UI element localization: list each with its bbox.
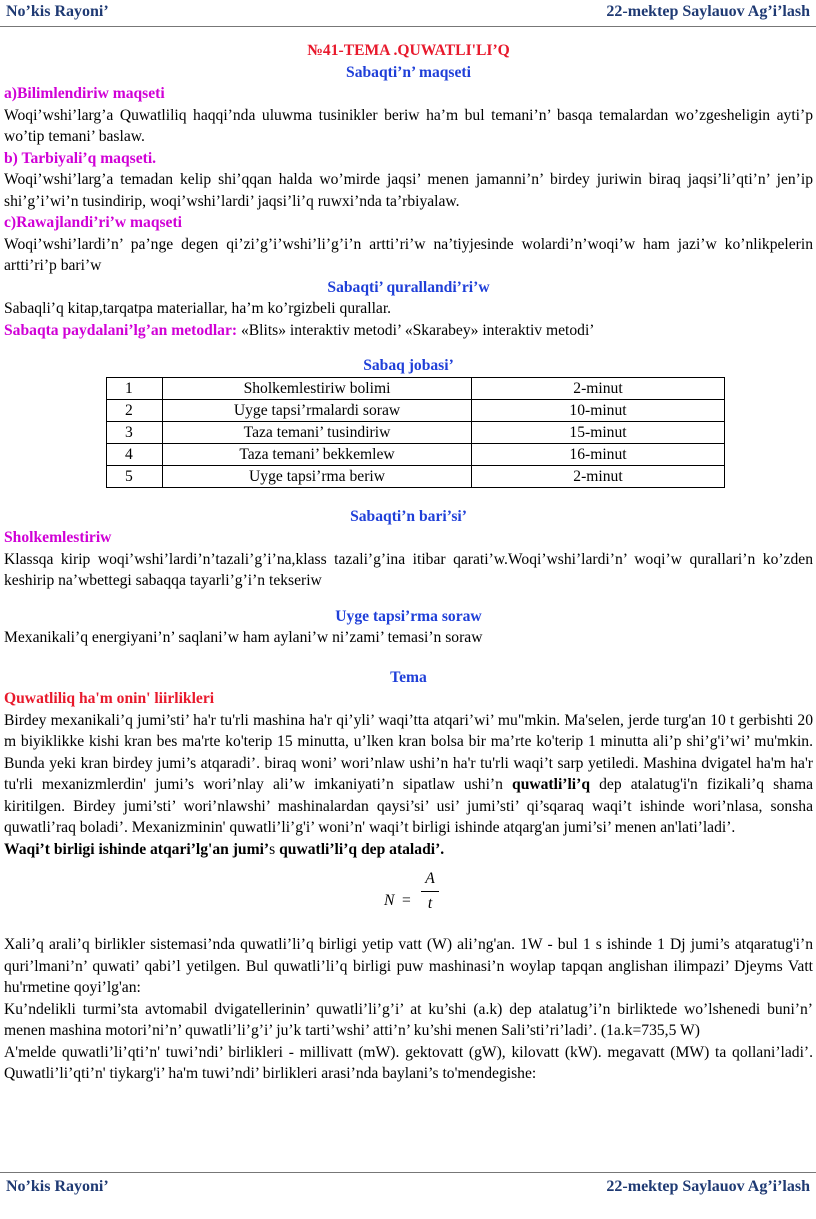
lesson-plan-table: [106, 377, 725, 488]
table-row: [107, 399, 725, 421]
goals-heading: Sabaqti’n’ maqseti: [346, 63, 471, 81]
goal-b-heading: b) Tarbiyali’q maqseti.: [4, 149, 157, 167]
topic-paragraph-3: Ku’ndelikli turmi’sta avtomabil dvigatellerinin’ quwatli’li’g’i’ at ku’shi (a.k) dep atalatug’i’n birliktede wo’lshenedi buni’n’ menen mashina motori’ni’n’ quwatli’li’g’i’ ju’k tarti’wshi’ atti’n’ ku’shi menen Sali’sti’ri’ladi’. (1a.k=735,5 W): [4, 1000, 813, 1039]
equipment-text: Sabaqli’q kitap,tarqatpa materiallar, ha’m ko’rgizbeli qurallar.: [4, 300, 392, 317]
fraction-bar: [421, 891, 439, 892]
table-row: [107, 377, 725, 399]
footer-school-author: 22-mektep Saylauov Ag’i’lash: [606, 1178, 810, 1195]
plan-num: 2: [107, 399, 163, 421]
header-divider: [0, 26, 816, 27]
footer-district: No’kis Rayoni’: [6, 1178, 109, 1195]
formula-fraction: [421, 868, 439, 914]
topic-p1-end: dep atalatug'i'n fizikali’q shama kiritilgen. Birdey jumi’sti’ wori’nlawshi’ mashinalardan qaysi’si’ usi’ jumi’sti’ qi’sqaraq waqi’t ishinde wori’nlasa, sonsha quwatli’raq boladi’. Mexanizminin' quwatli’li’g'i’ woni’n' waqi’t birligi ishinde atqarg'an jumi’si’ menen an'lati’ladi’.: [4, 776, 814, 836]
plan-stage: Sholkemlestiriw bolimi: [163, 377, 472, 399]
header-school-author: 22-mektep Saylauov Ag’i’lash: [606, 3, 810, 20]
organization-heading: Sholkemlestiriw: [4, 529, 112, 546]
course-heading: Sabaqti’n bari’si’: [350, 507, 467, 525]
plan-time: 16-minut: [472, 443, 725, 465]
plan-time: 15-minut: [472, 421, 725, 443]
formula-numerator: A: [425, 870, 435, 887]
table-row: [107, 421, 725, 443]
power-formula: [4, 868, 813, 930]
table-row: [107, 465, 725, 487]
topic-heading: Tema: [390, 668, 427, 686]
plan-stage: Taza temani’ bekkemlew: [163, 443, 472, 465]
footer-divider: [0, 1172, 816, 1173]
homework-heading: Uyge tapsi’rma soraw: [335, 607, 482, 625]
plan-heading: Sabaq jobasi’: [363, 357, 454, 374]
formula-denominator: t: [427, 894, 433, 912]
topic-p1-start: Birdey mexanikali’q jumi’sti’ ha'r tu'rli mashina ha'r qi’yli’ waqi’tta atqari’wi’ mu"mkin. Ma'selen, jerde turg'an 10 t gerbishti 20 m biyiklikke kishi kran bes ma'rte ko'terip 15 minutta, u’lken kran bolsa bir ma’rte ko'terip 1 minutta ali’p shi’g'i’wi’ mu'mkin. Bunda yeki kran birdey jumi’s atqaradi’. biraq woni’ wori’nlaw ushi’n ha'r tu'rli waqi’t sarp yetiledi. Mashina dvigatel ha'm ha'r tu'rli mexanizmlerdin' jumi’s wori’nlay ali’w imkaniyati’n sipatlaw ushi’n: [4, 711, 813, 793]
plan-stage: Uyge tapsi’rma beriw: [163, 465, 472, 487]
plan-num: 4: [107, 443, 163, 465]
equipment-heading: Sabaqti’ qurallandi’ri’w: [327, 278, 490, 296]
topic-definition: [4, 839, 813, 861]
document-body: [4, 40, 813, 1085]
formula-lhs: N: [384, 892, 395, 909]
topic-paragraph-1: [4, 710, 813, 839]
homework-text: Mexanikali’q energiyani’n’ saqlani’w ham aylani’w ni’zami’ temasi’n soraw: [4, 629, 483, 646]
definition-end: quwatli’li’q dep ataladi’.: [275, 840, 445, 858]
topic-subheading: Quwatliliq ha'm onin' liirlikleri: [4, 690, 215, 707]
lesson-title: №41-TEMA .QUWATLI'LI’Q: [307, 42, 510, 59]
plan-num: 5: [107, 465, 163, 487]
definition-start: Waqi’t birligi ishinde atqari’lg'an jumi’: [4, 840, 270, 858]
methods-label: Sabaqta paydalani’lg’an metodlar:: [4, 321, 238, 339]
methods-line: [4, 320, 813, 342]
formula-equals: =: [402, 892, 411, 909]
methods-text: «Blits» interaktiv metodi’ «Skarabey» interaktiv metodi’: [237, 321, 595, 339]
plan-stage: Taza temani’ tusindiriw: [163, 421, 472, 443]
organization-text: Klassqa kirip woqi’wshi’lardi’n’tazali’g’i’na,klass tazali’g’ina itibar qarati’w.Woqi’wshi’lardi’n’ woqi’w qurallari’n ko’zden keshirip na’wbettegi sabaqqa tayarli’g’i’n tekseriw: [4, 550, 813, 589]
topic-paragraph-4: A'melde quwatli’li’qti’n' tuwi’ndi’ birlikleri - millivatt (mW). gektovatt (gW), kilovatt (kW). megavatt (MW) ta qollani’ladi’. Quwatli’li’qti’n' tiykarg'i’ ha'm tuwi’ndi’ birlikleri arasi’nda baylani’s to'mendegishe:: [4, 1043, 813, 1082]
plan-time: 10-minut: [472, 399, 725, 421]
page-header: [6, 1, 810, 23]
plan-num: 1: [107, 377, 163, 399]
page-footer: [6, 1176, 810, 1198]
table-row: [107, 443, 725, 465]
goal-a-text: Woqi’wshi’larg’a Quwatliliq haqqi’nda uluwma tusinikler beriw ha’m bul temani’n’ basqa temalardan wo’zgesheligin ayti’p wo’tip temani’ baslaw.: [4, 106, 813, 145]
plan-num: 3: [107, 421, 163, 443]
definition-s: s: [269, 840, 276, 858]
goal-c-text: Woqi’wshi’lardi’n’ pa’nge degen qi’zi’g’i’wshi’li’g’i’n artti’ri’w na’tiyjesinde wolardi’n’woqi’w ham jazi’w ko’nlikpelerin artti’ri’p bari’w: [4, 235, 813, 274]
topic-paragraph-2: Xali’q arali’q birlikler sistemasi’nda quwatli’li’q birligi yetip vatt (W) ali’ng'an. 1W - bul 1 s ishinde 1 Dj jumi’s atqaratug'i’n quri’lmani’n’ quwati’ qabi’l yetilgen. Bul quwatli’li’q birligi puw mashinasi’n woylap tapqan anglishan ilimpazi’ Djeyms Vatt hu'rmetine qoyi’lg'an:: [4, 936, 813, 996]
plan-time: 2-minut: [472, 377, 725, 399]
goal-b-text: Woqi’wshi’larg’a temadan kelip shi’qqan halda wo’mirde jaqsi’ menen jamanni’n’ birdey juriwin biraq jaqsi’li’qti’n’ jen’ip shi’g’i’wi’n tusindirip, woqi’wshi’lardi’ jaqsi’li’q ruwxi’nda ta’rbiyalaw.: [4, 171, 813, 210]
topic-p1-term: quwatli’li’q: [512, 776, 590, 793]
header-district: No’kis Rayoni’: [6, 3, 109, 20]
goal-a-heading: a)Bilimlendiriw maqseti: [4, 85, 165, 102]
plan-time: 2-minut: [472, 465, 725, 487]
plan-stage: Uyge tapsi’rmalardi soraw: [163, 399, 472, 421]
goal-c-heading: c)Rawajlandi’ri’w maqseti: [4, 214, 183, 231]
